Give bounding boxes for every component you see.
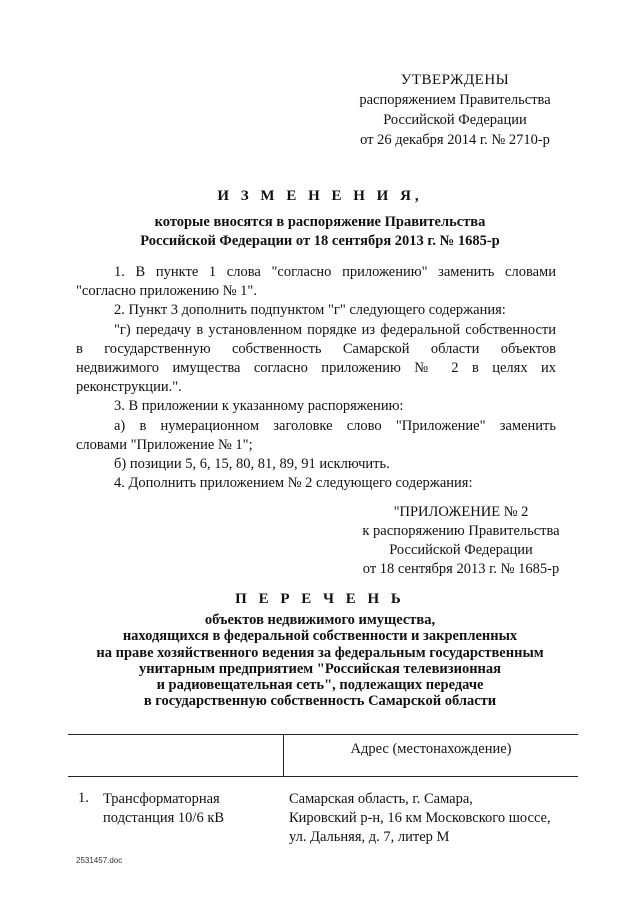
subtitle-line: Российской Федерации от 18 сентября 2013 г. № 1685-р bbox=[140, 233, 500, 249]
approval-line: распоряжением Правительства bbox=[359, 92, 551, 108]
appendix-line: Российской Федерации bbox=[389, 542, 533, 558]
paragraph-3: 3. В приложении к указанному распоряжению: bbox=[114, 398, 404, 415]
list-subheading-line: унитарным предприятием "Российская телевизионная bbox=[139, 660, 501, 677]
appendix-line: "ПРИЛОЖЕНИЕ № 2 bbox=[393, 504, 529, 520]
list-subheading bbox=[0, 612, 640, 710]
table-header-rule bbox=[68, 776, 578, 777]
list-subheading-line: на праве хозяйственного ведения за федеральным государственным bbox=[96, 644, 544, 661]
paragraph-3a-cont: словами "Приложение № 1"; bbox=[76, 436, 253, 453]
document-title: И З М Е Н Е Н И Я, bbox=[217, 188, 423, 204]
paragraph-2g-cont: реконструкции.". bbox=[76, 379, 182, 396]
list-subheading-line: в государственную собственность Самарской области bbox=[143, 693, 497, 710]
row-address-line: Кировский р-н, 16 км Московского шоссе, bbox=[289, 810, 551, 826]
paragraph-2g-cont: в государственную собственность Самарской области объектов bbox=[76, 340, 556, 357]
table-row-number: 1. bbox=[78, 790, 89, 806]
list-subheading-line: и радиовещательная сеть", подлежащих передаче bbox=[156, 677, 484, 694]
paragraph-1-cont: "согласно приложению № 1". bbox=[76, 283, 257, 300]
table-row-name bbox=[103, 790, 253, 828]
paragraph-2g: "г) передачу в установленном порядке из федеральной собственности bbox=[114, 321, 556, 338]
table-column-address: Адрес (местонахождение) bbox=[350, 741, 512, 757]
document-subtitle bbox=[0, 213, 640, 251]
appendix-line: от 18 сентября 2013 г. № 1685-р bbox=[362, 561, 560, 577]
paragraph-4: 4. Дополнить приложением № 2 следующего содержания: bbox=[114, 475, 473, 492]
appendix-header bbox=[330, 503, 592, 579]
row-name-line: подстанция 10/6 кВ bbox=[103, 810, 225, 826]
appendix-line: к распоряжению Правительства bbox=[362, 523, 560, 539]
row-address-line: Самарская область, г. Самара, bbox=[289, 791, 473, 807]
approval-stamp bbox=[330, 70, 580, 150]
paragraph-3b: б) позиции 5, 6, 15, 80, 81, 89, 91 исключить. bbox=[114, 456, 390, 473]
paragraph-2: 2. Пункт 3 дополнить подпунктом "г" следующего содержания: bbox=[114, 302, 506, 319]
row-name-line: Трансформаторная bbox=[103, 791, 220, 807]
amendments-body bbox=[76, 263, 556, 493]
subtitle-line: которые вносятся в распоряжение Правительства bbox=[154, 214, 486, 230]
paragraph-2g-cont: недвижимого имущества согласно приложению № 2 в целях их bbox=[76, 360, 556, 377]
document-file-id: 2531457.doc bbox=[76, 856, 123, 865]
table-row-address bbox=[289, 790, 579, 847]
list-heading: П Е Р Е Ч Е Н Ь bbox=[235, 591, 405, 607]
approval-heading: УТВЕРЖДЕНЫ bbox=[400, 72, 510, 88]
list-subheading-line: находящихся в федеральной собственности и закрепленных bbox=[122, 628, 518, 645]
approval-date: от 26 декабря 2014 г. № 2710-р bbox=[360, 132, 550, 148]
list-subheading-line: объектов недвижимого имущества, bbox=[204, 612, 436, 628]
table-top-rule bbox=[68, 734, 578, 735]
approval-line: Российской Федерации bbox=[383, 112, 527, 128]
row-address-line: ул. Дальняя, д. 7, литер М bbox=[289, 829, 450, 845]
paragraph-1: 1. В пункте 1 слова "согласно приложению" заменить словами bbox=[114, 264, 556, 280]
paragraph-3a: а) в нумерационном заголовке слово "Приложение" заменить bbox=[114, 417, 556, 434]
